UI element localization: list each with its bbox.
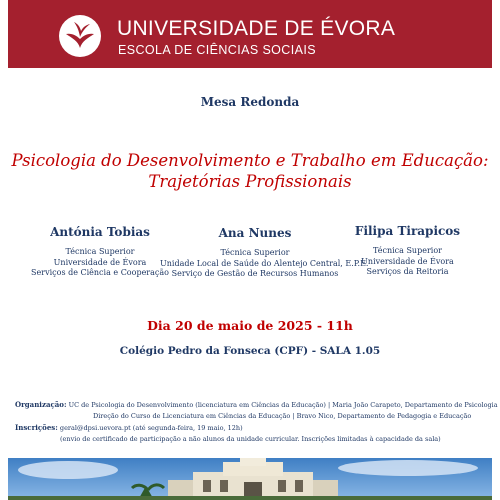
header-banner bbox=[8, 0, 492, 68]
speaker-institution: Universidade de Évora bbox=[53, 257, 147, 267]
speaker-department: Serviços de Ciência e Cooperação bbox=[31, 268, 169, 277]
reg-line2: (envio de certificado de participação a não alunos da unidade curricular. Inscrições limitadas à capacidade da sala) bbox=[60, 435, 441, 443]
event-title-line2: Trajetórias Profissionais bbox=[148, 172, 352, 191]
school-name: ESCOLA DE CIÊNCIAS SOCIAIS bbox=[118, 43, 316, 57]
org-label: Organização: bbox=[15, 400, 67, 409]
event-type: Mesa Redonda bbox=[200, 95, 300, 109]
org-line2: Direção do Curso de Licenciatura em Ciências da Educação | Bravo Nico, Departamento de Pedagogia e Educação bbox=[93, 412, 472, 420]
university-logo-icon bbox=[58, 14, 102, 58]
reg-label: Inscrições: bbox=[15, 423, 58, 432]
building-photo bbox=[8, 458, 492, 500]
speaker-institution: Universidade de Évora bbox=[361, 256, 454, 266]
building-photo-image bbox=[8, 458, 492, 500]
org-line1: UC de Psicologia do Desenvolvimento (licenciatura em Ciências da Educação) | Maria João Carapeto, Departamento de Psicologia bbox=[68, 401, 498, 409]
organization-block bbox=[15, 399, 498, 445]
reg-email-link[interactable]: geral@dpsi.uevora.pt (até segunda-feira, 19 maio, 12h) bbox=[59, 424, 243, 432]
speaker-institution: Unidade Local de Saúde do Alentejo Central, E.P.E. bbox=[160, 258, 369, 268]
speaker-name: Filipa Tirapicos bbox=[354, 224, 461, 238]
event-date: Dia 20 de maio de 2025 - 11h bbox=[147, 318, 353, 333]
university-name: UNIVERSIDADE DE ÉVORA bbox=[117, 17, 396, 40]
event-title-line1: Psicologia do Desenvolvimento e Trabalho em Educação: bbox=[11, 151, 489, 170]
speaker-card-1 bbox=[20, 225, 180, 279]
speaker-role: Técnica Superior bbox=[373, 246, 442, 255]
speaker-role: Técnica Superior bbox=[220, 248, 290, 257]
speaker-name: Antónia Tobias bbox=[50, 225, 150, 239]
speaker-card-2 bbox=[160, 226, 369, 280]
event-title bbox=[0, 150, 500, 192]
speaker-card-3 bbox=[345, 224, 470, 278]
event-venue: Colégio Pedro da Fonseca (CPF) - SALA 1.05 bbox=[119, 345, 381, 357]
speaker-department: Serviços da Reitoria bbox=[366, 267, 449, 276]
speaker-department: Serviço de Gestão de Recursos Humanos bbox=[171, 269, 339, 278]
speaker-name: Ana Nunes bbox=[218, 226, 292, 240]
speaker-role: Técnica Superior bbox=[65, 247, 135, 256]
